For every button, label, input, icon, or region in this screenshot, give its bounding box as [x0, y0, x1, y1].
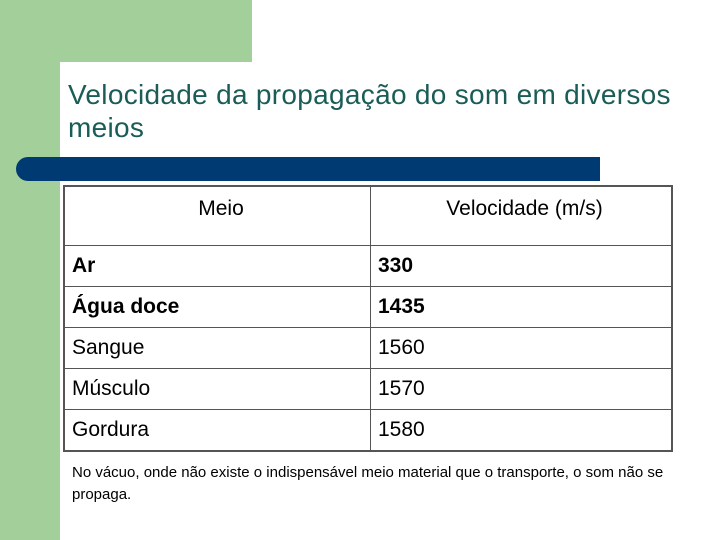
- cell-meio: Gordura: [64, 410, 371, 452]
- decorative-green-block: [0, 0, 252, 62]
- table-row: [64, 328, 672, 369]
- table-row: [64, 246, 672, 287]
- title-underline-bar: [16, 157, 600, 181]
- table-row: [64, 410, 672, 452]
- slide-title: Velocidade da propagação do som em diversos meios: [68, 79, 671, 143]
- table-row: [64, 369, 672, 410]
- header-meio: Meio: [64, 186, 371, 246]
- header-velocidade: Velocidade (m/s): [371, 186, 673, 246]
- cell-velocidade: 1560: [371, 328, 673, 369]
- cell-meio: Água doce: [64, 287, 371, 328]
- cell-velocidade: 330: [371, 246, 673, 287]
- sound-speed-table: [63, 185, 673, 452]
- cell-meio: Ar: [64, 246, 371, 287]
- cell-velocidade: 1435: [371, 287, 673, 328]
- footnote: No vácuo, onde não existe o indispensável meio material que o transporte, o som não se propaga.: [72, 464, 664, 503]
- cell-velocidade: 1580: [371, 410, 673, 452]
- table-header-row: [64, 186, 672, 246]
- table-row: [64, 287, 672, 328]
- decorative-green-strip: [0, 0, 60, 540]
- cell-meio: Músculo: [64, 369, 371, 410]
- cell-meio: Sangue: [64, 328, 371, 369]
- cell-velocidade: 1570: [371, 369, 673, 410]
